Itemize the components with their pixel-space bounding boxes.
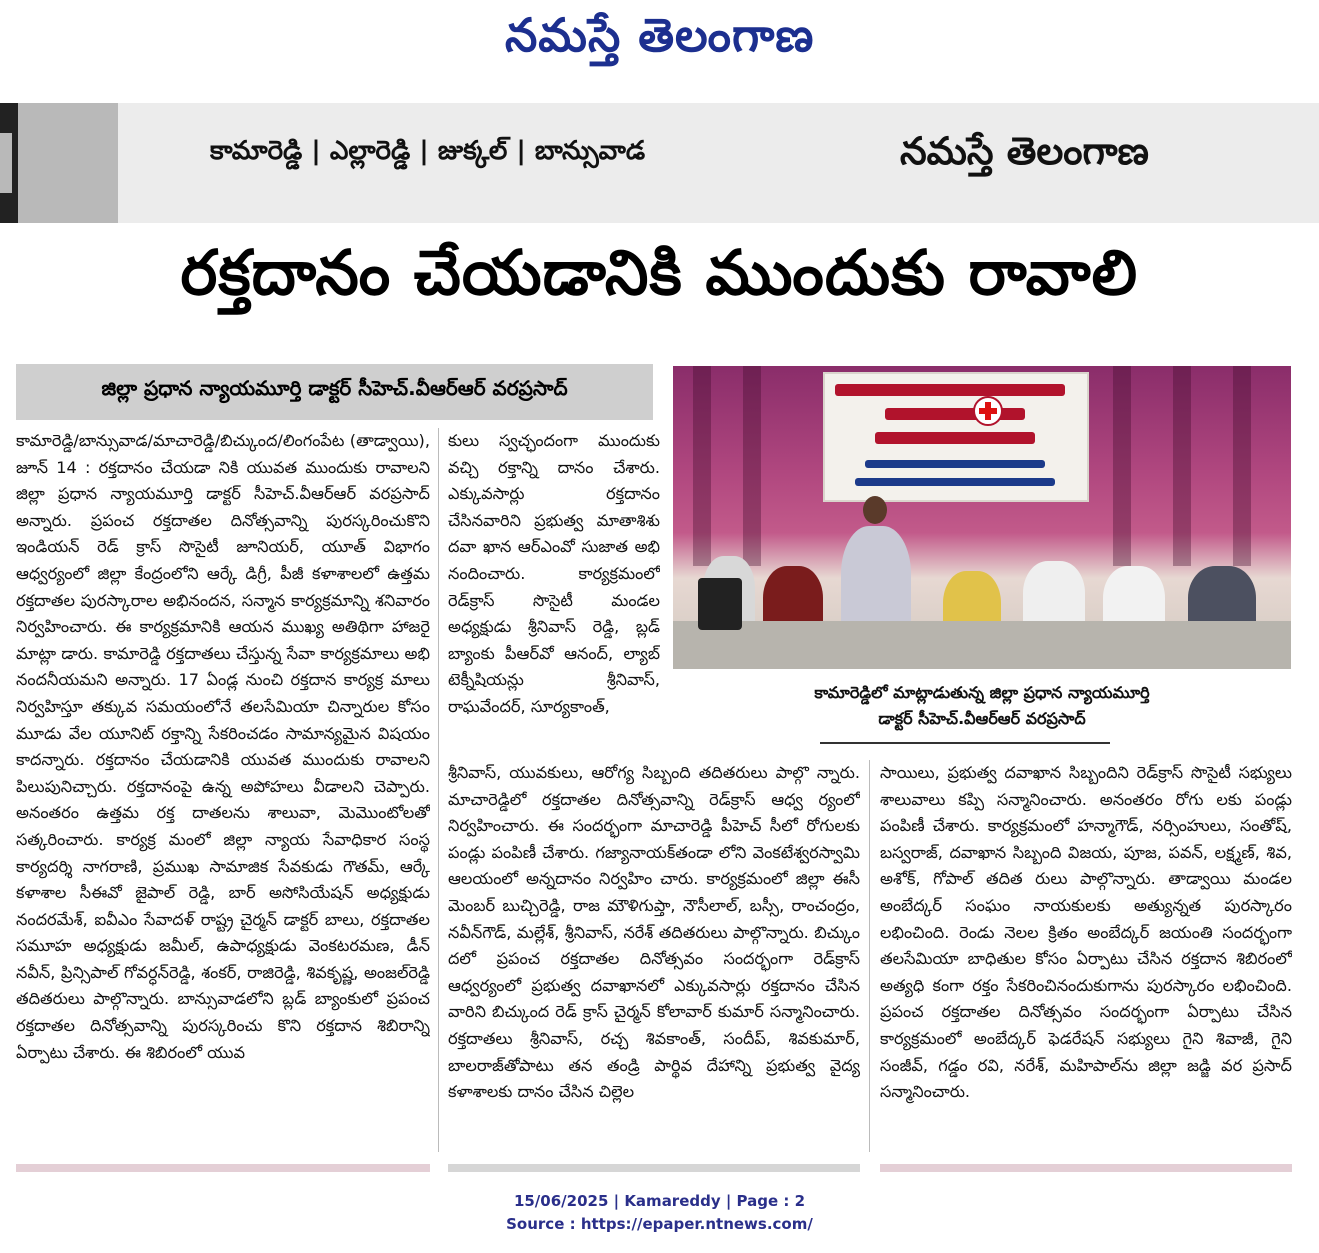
article-subhead: జిల్లా ప్రధాన న్యాయమూర్తి డాక్టర్ సీహెచ్.వీఆర్ఆర్ వరప్రసాద్ bbox=[101, 376, 568, 400]
banner-text-line bbox=[875, 432, 1035, 444]
next-photo-strip bbox=[448, 1164, 860, 1172]
column-divider bbox=[869, 760, 870, 1152]
banner-text-line bbox=[885, 408, 1025, 420]
next-photo-strip bbox=[880, 1164, 1292, 1172]
banner-text-line bbox=[865, 460, 1045, 468]
article-photo bbox=[673, 366, 1291, 669]
footer-date-line: 15/06/2025 | Kamareddy | Page : 2 bbox=[513, 1192, 806, 1210]
caption-line: కామారెడ్డిలో మాట్లాడుతున్న జిల్లా ప్రధాన న్యాయమూర్తి bbox=[814, 683, 1150, 702]
curtain-fold bbox=[743, 366, 761, 566]
article-column-2-bottom bbox=[448, 760, 860, 1152]
loudspeaker bbox=[698, 578, 742, 630]
curtain-fold bbox=[1113, 366, 1131, 566]
page-edge-mark bbox=[0, 103, 18, 223]
caption-line: డాక్టర్ సీహెచ్.వీఆర్ఆర్ వరప్రసాద్ bbox=[878, 709, 1086, 728]
photo-caption bbox=[673, 680, 1291, 732]
article-text: కామారెడ్డి/బాన్సువాడ/మాచారెడ్డి/బిచ్కుంద/లింగంపేట (తాడ్వాయి), జూన్ 14 : రక్తదానం చేయడా నికి యువత ముందుకు రావాలని జిల్లా ప్రధాన న్యాయమూర్తి డాక్టర్ సీహెచ్.వీఆర్ఆర్ వరప్రసాద్ అన్నారు. ప్రపంచ రక్తదాతల దినోత్సవాన్ని పురస్కరించుకొని ఇండియన్ రెడ్ క్రాస్ సొసైటీ జూనియర్, యూత్ విభాగం ఆధ్వర్యంలో జిల్లా కేంద్రంలోని ఆర్కే డిగ్రీ, పీజీ కళాశాలలో ఉత్తమ రక్తదాతల పురస్కారాల అభినందన, సన్మాన కార్యక్రమాన్ని శనివారం నిర్వహించారు. ఈ కార్యక్రమానికి ఆయన ముఖ్య అతిథిగా హాజరై మాట్లా డారు. కామారెడ్డి రక్తదాతలు చేస్తున్న సేవా కార్యక్రమాలు అభి నందనీయమని అన్నారు. 17 ఏండ్ల నుంచి రక్తదాన కార్యక్ర మాలు నిర్వహిస్తూ తక్కువ సమయంలోనే తలసేమియా చిన్నారుల కోసం మూడు వేల యూనిట్ రక్తాన్ని సేకరించడం సామాన్యమైన విషయం కాదన్నారు. రక్తదానం చేయడానికి యువత ముందుకు రావాలని పిలుపునిచ్చారు. రక్తదానంపై ఉన్న అపోహలు వీడాలని చెప్పారు. అనంతరం ఉత్తమ రక్త దాతలను శాలువా, మెమొంటోలతో సత్కరించారు. కార్యక్ర మంలో జిల్లా న్యాయ సేవాధికార సంస్థ కార్యదర్శి నాగరాణి, ప్రముఖ సామాజిక సేవకుడు గౌతమ్, ఆర్కే కళాశాల సీఈవో జైపాల్ రెడ్డి, బార్ అసోసియేషన్ అధ్యక్షుడు నందరమేశ్, ఐవీఎం సేవాదళ్ రాష్ట్ర చైర్మన్ డాక్టర్ బాలు, రక్తదాతల సమూహ అధ్యక్షుడు జమీల్, ఉపాధ్యక్షుడు వెంకటరమణ, డీన్ నవీన్, ప్రిన్సిపాల్ గోవర్ధన్‌రెడ్డి, శంకర్, రాజిరెడ్డి, శివకృష్ణ, అంజల్‌రెడ్డి తదితరులు పాల్గొన్నారు. బాన్సువాడలోని బ్లడ్ బ్యాంకులో ప్రపంచ రక్తదాతల దినోత్సవాన్ని పురస్కరించు కొని రక్తదాన శిబిరాన్ని ఏర్పాటు చేశారు. ఈ శిబిరంలో యువ bbox=[16, 431, 430, 1062]
curtain-fold bbox=[1173, 366, 1191, 566]
curtain-fold bbox=[693, 366, 711, 566]
article-text: కులు స్వచ్ఛందంగా ముందుకు వచ్చి రక్తాన్ని దానం చేశారు. ఎక్కువసార్లు రక్తదానం చేసినవారిని ప్రభుత్వ మాతాశిశు దవా ఖాన ఆర్ఎంవో సుజాత అభి నందించారు. కార్యక్రమంలో రెడ్‌క్రాస్ సొసైటీ మండల అధ్యక్షుడు శ్రీనివాస్ రెడ్డి, బ్లడ్ బ్యాంకు పీఆర్‌వో ఆనంద్, ల్యాబ్ టెక్నీషియన్లు శ్రీనివాస్, రాఘవేందర్, సూర్యకాంత్, bbox=[448, 431, 660, 716]
article-headline: రక్తదానం చేయడానికి ముందుకు రావాలి bbox=[180, 236, 1139, 309]
article-text: శ్రీనివాస్, యువకులు, ఆరోగ్య సిబ్బంది తదితరులు పాల్గొ న్నారు. మాచారెడ్డిలో రక్తదాతల దినోత్సవాన్ని రెడ్‌క్రాస్ ఆధ్వ ర్యంలో నిర్వహించారు. ఈ సందర్భంగా మాచారెడ్డి పీహెచ్ సీలో రోగులకు పండ్లు పంపిణీ చేశారు. గజ్యానాయక్‌తండా లోని వెంకటేశ్వరస్వామి ఆలయంలో అన్నదానం నిర్వహిం చారు. కార్యక్రమంలో జిల్లా ఈసీ మెంబర్ బుచ్చిరెడ్డి, రాజ మౌళిగుప్తా, నౌసీలాల్, బస్సీ, రాంచంద్రం, నవీన్‌గౌడ్, మల్లేశ్, శ్రీనివాస్, నరేశ్ తదితరులు పాల్గొన్నారు. బిచ్కుం దలో ప్రపంచ రక్తదాతల దినోత్సవం సందర్భంగా రెడ్‌క్రాస్ ఆధ్వర్యంలో ప్రభుత్వ దవాఖానలో ఎక్కువసార్లు రక్తదానం చేసిన వారిని బిచ్కుంద రెడ్ క్రాస్ చైర్మన్ కోలావార్ కుమార్ సన్మానించారు. రక్తదాతలు శ్రీనివాస్, రచ్చ శివకాంత్, సందీప్, శివకుమార్, బాలరాజ్‌తోపాటు తన తండ్రి పార్థివ దేహాన్ని ప్రభుత్వ వైద్య కళాశాలకు దానం చేసిన చిల్లెల bbox=[448, 763, 860, 1102]
page-footer bbox=[0, 1190, 1319, 1236]
banner-text-line bbox=[835, 384, 1065, 396]
column-divider bbox=[438, 428, 439, 1152]
article-text: సాయిలు, ప్రభుత్వ దవాఖాన సిబ్బందిని రెడ్‌క్రాస్ సొసైటీ సభ్యులు శాలువాలు కప్పి సన్మానించారు. అనంతరం రోగు లకు పండ్లు పంపిణీ చేశారు. కార్యక్రమంలో హన్మాగౌడ్, నర్సింహులు, సంతోష్, బస్వరాజ్, దవాఖాన సిబ్బంది విజయ, పూజ, పవన్, లక్ష్మణ్, శివ, అశోక్, గోపాల్ తదిత రులు పాల్గొన్నారు. తాడ్వాయి మండల అంబేద్కర్ సంఘం నాయకులకు అత్యున్నత పురస్కారం లభించింది. రెండు నెలల క్రితం అంబేద్కర్ జయంతి సందర్భంగా తలసేమియా బాధితుల కోసం ఏర్పాటు చేసిన రక్తదాన శిబిరంలో అత్యధి కంగా రక్తం సేకరించినందుకుగాను పురస్కారం లభించింది. ప్రపంచ రక్తదాతల దినోత్సవం సందర్భంగా ఏర్పాటు చేసిన కార్యక్రమంలో అంబేద్కర్ ఫెడరేషన్ సభ్యులు గైని శివాజీ, గైని సంజీవ్, గడ్డం రవి, నరేశ్, మహిపాల్‌ను జిల్లా జడ్జి వర ప్రసాద్ సన్మానించారు. bbox=[880, 763, 1292, 1102]
banner-text-line bbox=[855, 478, 1055, 486]
district-names: కామారెడ్డి | ఎల్లారెడ్డి | జుక్కల్ | బాన్సువాడ bbox=[210, 136, 646, 166]
curtain-fold bbox=[1233, 366, 1251, 566]
band-logo: నమస్తే తెలంగాణ bbox=[900, 128, 1149, 173]
caption-underline bbox=[820, 742, 1110, 744]
masthead-logo: నమస్తే తెలంగాణ bbox=[505, 8, 815, 62]
article-column-2-top bbox=[448, 428, 660, 753]
event-banner bbox=[823, 372, 1089, 502]
speaker-head bbox=[863, 496, 887, 524]
article-column-1 bbox=[16, 428, 430, 1152]
next-photo-strip bbox=[16, 1164, 430, 1172]
stage-table bbox=[673, 621, 1291, 669]
red-cross-icon bbox=[973, 396, 1003, 426]
footer-source-line: Source : https://epaper.ntnews.com/ bbox=[506, 1215, 813, 1233]
article-column-3 bbox=[880, 760, 1292, 1152]
